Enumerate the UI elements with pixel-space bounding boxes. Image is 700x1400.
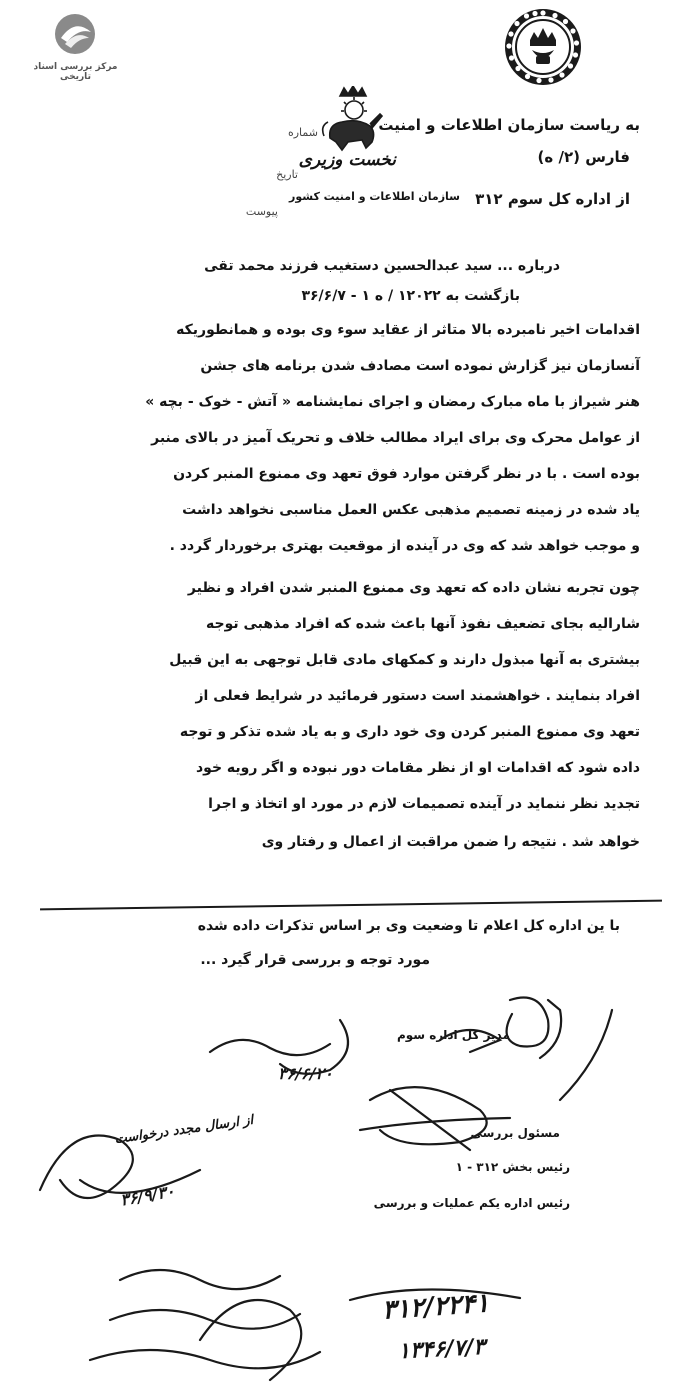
hand-note-left: از ارسال مجدد درخواست [113,1112,255,1148]
body-line: چون تجربه نشان داده که تعهد وی ممنوع المنبر شدن افراد و نظیر [187,580,640,596]
body-line: آنسازمان نیز گزارش نموده است مصادف شدن برنامه های جشن [200,358,640,374]
archive-logo [18,12,133,82]
archive-logo-icon [53,12,97,56]
body-line: خواهد شد . نتیجه را ضمن مراقبت از اعمال و رفتار وی [261,834,640,850]
handwritten-signatures [0,980,700,1400]
logo-caption: مرکز بررسی اسناد تاریخی [33,62,118,82]
recipient-line: به ریاست سازمان اطلاعات و امنیت [378,116,640,134]
fars-code: فارس (۲/ ه) [537,148,630,166]
footer-line: مورد توجه و بررسی قرار گیرد ... [200,952,430,968]
bottom-number: ۳۱۲/۲۲۴۱ [381,1288,491,1326]
label-date: تاریخ [276,168,298,181]
body-line: بیشتری به آنها مبذول دارند و کمکهای مادی قابل توجهی به این قبیل [169,652,640,668]
royal-seal [502,6,584,92]
body-line: اقدامات اخیر نامبرده بالا متاثر از عقاید سوء وی بوده و همانطوریکه [176,322,640,338]
responsible-line: مسئول بررسی [470,1126,560,1140]
body-line: یاد شده در زمینه تصمیم مذهبی عکس العمل مناسبی نخواهد داشت [182,502,640,518]
bottom-date: ۱۳۴۶/۷/۳ [397,1333,486,1365]
organization-name: سازمان اطلاعات و امنیت کشور [289,190,460,203]
section-divider [40,900,662,911]
label-attachment: پیوست [245,205,278,218]
office-head-line: رئیس اداره یکم عملیات و بررسی [373,1196,570,1210]
body-line: افراد بنمایند . خواهشمند است دستور فرمائید در شرایط فعلی از [195,688,640,704]
body-line: داده شود که اقدامات او از نظر مقامات دور نبوده و اگر رویه خود [195,760,640,776]
seal-icon [502,6,584,88]
body-line: هنر شیراز با ماه مبارک رمضان و اجرای نمایشنامه « آتش - خوک - بچه » [145,394,640,410]
hand-date-left: ۳۶/۹/۳۰ [118,1181,176,1210]
section-head-line: رئیس بخش ۳۱۲ - ۱ [455,1160,570,1174]
body-line: تجدید نظر ننماید در آینده تصمیمات لازم در مورد او اتخاذ و اجرا [208,796,640,812]
subject-reference: بازگشت به ۱۲۰۲۲ / ه ۱ - ۳۶/۶/۷ [301,288,520,304]
footer-line: با ین اداره کل اعلام تا وضعیت وی بر اساس تذکرات داده شده [197,918,620,934]
body-line: تعهد وی ممنوع المنبر کردن وی خود داری و به یاد شده تذکر و توجه [179,724,640,740]
body-line: و موجب خواهد شد که وی در آینده از موقعیت بهتری برخوردار گردد . [169,538,640,554]
date-mark: ۳۶/۶/۲۰ [278,1064,333,1083]
body-line: شارالیه بجای تضعیف نفوذ آنها باعث شده که افراد مذهبی توجه [206,616,640,632]
subject-about: درباره ... سید عبدالحسین دستغیب فرزند محمد تقی [204,258,560,274]
label-number: شماره [287,126,318,139]
office-line: از اداره کل سوم ۳۱۲ [475,190,630,208]
ministry-name: نخست وزیری [298,150,396,170]
body-line: بوده است . با در نظر گرفتن موارد فوق تعهد وی ممنوع المنبر کردن [173,466,640,482]
director-line: مدیر کل اداره سوم [396,1028,510,1042]
body-line: از عوامل محرک وی برای ایراد مطالب خلاف و تحریک آمیز در بالای منبر [151,430,640,446]
